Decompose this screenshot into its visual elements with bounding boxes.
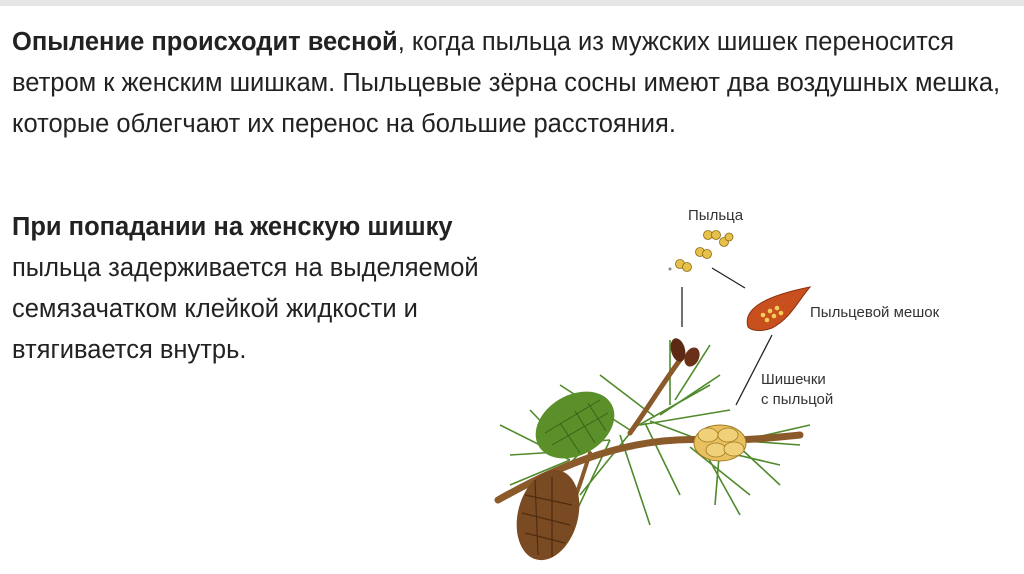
paragraph-pollination	[12, 22, 1012, 145]
paragraph-pollination-text: , когда пыльца из мужских шишек переносится ветром к женским шишкам. Пыльцевые зёрна сосны имеют два воздушных мешка, которые облегчают их перенос на большие расстояния.	[12, 28, 1001, 138]
brown-cone	[507, 463, 589, 567]
pointer-line-sac	[712, 268, 745, 288]
paragraph-female-cone-bold: При попадании на женскую шишку	[12, 213, 453, 241]
top-border	[0, 0, 1024, 6]
pollen-cones	[694, 425, 746, 461]
paragraph-female-cone-text: пыльца задерживается на выделяемой семязачатком клейкой жидкости и втягивается внутрь.	[12, 254, 479, 364]
label-cones-line2: с пыльцой	[761, 391, 834, 408]
label-pollen: Пыльца	[688, 207, 744, 224]
paragraph-female-cone	[12, 207, 512, 371]
pointer-lines	[682, 268, 772, 405]
label-cones-line1: Шишечки	[761, 371, 826, 388]
pollen-grains	[669, 231, 734, 272]
paragraph-pollination-bold: Опыление происходит весной	[12, 28, 398, 56]
pine-branch-illustration	[480, 195, 1000, 574]
label-pollen-sac: Пыльцевой мешок	[810, 304, 940, 321]
pollen-sac	[747, 287, 810, 331]
pine-pollination-figure	[480, 195, 1000, 574]
